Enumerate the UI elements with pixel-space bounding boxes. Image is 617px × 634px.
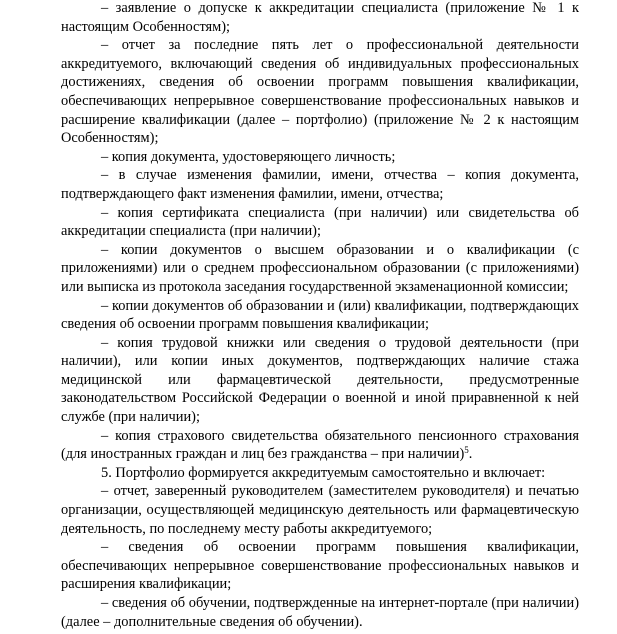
footnote-marker: 5 bbox=[464, 445, 469, 456]
list-item-education-documents: – копии документов о высшем образовании и о квалификации (с приложениями) или о среднем профессиональном образовании (с приложениями) или выписка из протокола заседания государственной экзаменационной комиссии; bbox=[61, 241, 579, 295]
list-item-work-record: – копия трудовой книжки или сведения о трудовой деятельности (при наличии), или копии иных документов, подтверждающих наличие стажа медицинской или фармацевтической деятельности, предусмотренные законодательством Российской Федерации о военной и иной приравненной к ней службе (при наличии); bbox=[61, 334, 579, 426]
pension-certificate-text: – копия страхового свидетельства обязательного пенсионного страхования (для иностранных граждан и лиц без гражданства – при наличии) bbox=[61, 427, 579, 463]
list-item-identity-document: – копия документа, удостоверяющего личность; bbox=[101, 148, 396, 165]
list-item-training-info: – сведения об освоении программ повышения квалификации, обеспечивающих непрерывное совершенствование профессиональных навыков и расширения квалификации; bbox=[61, 539, 579, 593]
list-item-specialist-certificate: – копия сертификата специалиста (при наличии) или свидетельства об аккредитации специалиста (при наличии); bbox=[61, 204, 579, 240]
list-item-application: – заявление о допуске к аккредитации специалиста (приложение № 1 к настоящим Особенностям); bbox=[61, 0, 579, 35]
list-item-pension-certificate bbox=[61, 427, 579, 464]
list-item-name-change: – в случае изменения фамилии, имени, отчества – копия документа, подтверждающего факт изменения фамилии, имени, отчества; bbox=[61, 167, 579, 202]
list-item-qualification-documents: – копии документов об образовании и (или) квалификации, подтверждающих сведения об освоении программ повышения квалификации; bbox=[61, 297, 579, 333]
list-item-certified-report: – отчет, заверенный руководителем (заместителем руководителя) и печатью организации, осуществляющей медицинскую деятельность или фармацевтическую деятельность, по последнему месту работы аккредитуемого; bbox=[61, 483, 579, 537]
document-page bbox=[61, 0, 579, 631]
list-item-portal-training: – сведения об обучении, подтвержденные на интернет-портале (при наличии) (далее – дополнительные сведения об обучении). bbox=[61, 595, 579, 630]
pension-certificate-tail: . bbox=[468, 446, 473, 463]
list-item-portfolio-report: – отчет за последние пять лет о профессиональной деятельности аккредитуемого, включающий сведения об индивидуальных профессиональных достижениях, сведения об освоении программ повышения квалификации, обеспечивающих непрерывное совершенствование профессиональных навыков и расширение квалификации (далее – портфолио) (приложение № 2 к настоящим Особенностям); bbox=[61, 37, 579, 147]
section-5-paragraph: 5. Портфолио формируется аккредитуемым самостоятельно и включает: bbox=[101, 464, 546, 481]
